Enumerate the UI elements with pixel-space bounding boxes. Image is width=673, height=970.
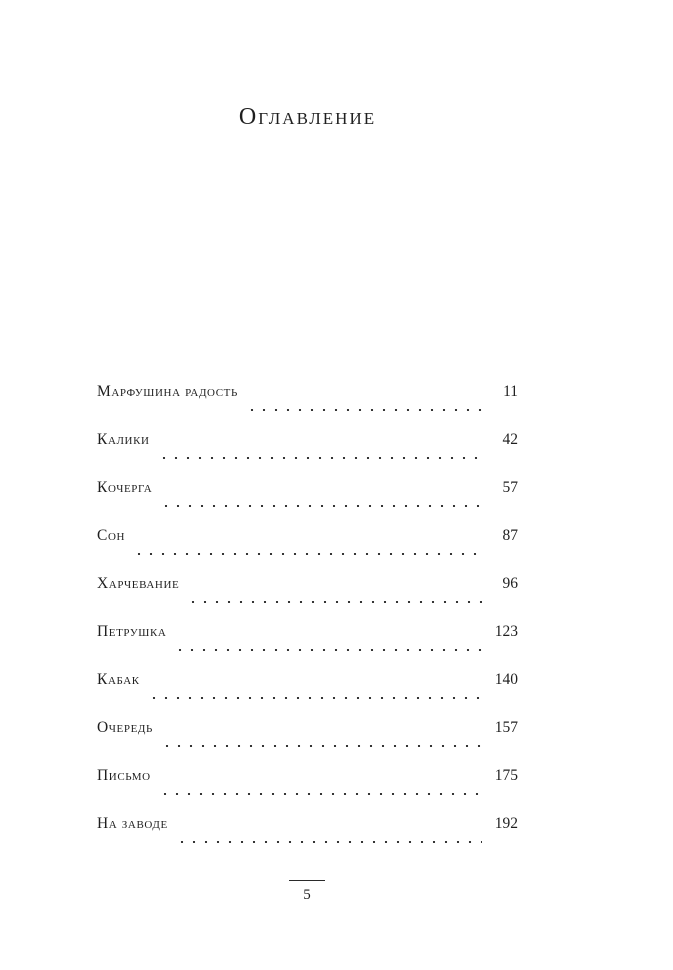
toc-entry-page: 42 — [502, 431, 518, 448]
toc-entry — [97, 431, 518, 479]
toc-entry-title: Харчевание — [97, 575, 180, 592]
page-number: 5 — [303, 887, 311, 903]
toc-entry — [97, 815, 518, 863]
toc-entry — [97, 383, 518, 431]
dot-leader — [161, 745, 482, 747]
toc-entry — [97, 767, 518, 815]
dot-leader — [187, 601, 482, 603]
dot-leader — [159, 793, 482, 795]
toc-entry-page: 157 — [494, 719, 518, 736]
toc-entry-page: 175 — [494, 767, 518, 784]
toc-entry — [97, 623, 518, 671]
toc-entry — [97, 719, 518, 767]
toc-entry-title: Петрушка — [97, 623, 167, 640]
toc-entry — [97, 479, 518, 527]
toc-entry-title: Кочерга — [97, 479, 153, 496]
dot-leader — [174, 649, 482, 651]
dot-leader — [160, 505, 482, 507]
toc-entry-title: Письмо — [97, 767, 151, 784]
footer-rule — [289, 880, 325, 881]
dot-leader — [176, 841, 482, 843]
toc-entry-page: 140 — [494, 671, 518, 688]
toc-entry — [97, 671, 518, 719]
toc-entry-page: 57 — [502, 479, 518, 496]
dot-leader — [158, 457, 482, 459]
toc-entry-title: Калики — [97, 431, 150, 448]
toc-entry-page: 123 — [494, 623, 518, 640]
toc-entry-title: Очередь — [97, 719, 153, 736]
dot-leader — [133, 553, 482, 555]
dot-leader — [246, 409, 482, 411]
toc-entry — [97, 527, 518, 575]
table-of-contents — [97, 383, 518, 863]
toc-entry-page: 11 — [503, 383, 518, 400]
dot-leader — [148, 697, 482, 699]
toc-entry-title: Марфушина радость — [97, 383, 238, 400]
toc-entry-title: Кабак — [97, 671, 140, 688]
toc-entry-title: Сон — [97, 527, 126, 544]
toc-entry-page: 192 — [494, 815, 518, 832]
toc-entry — [97, 575, 518, 623]
page-title: Оглавление — [238, 104, 377, 131]
toc-entry-page: 87 — [502, 527, 518, 544]
toc-entry-title: На заводе — [97, 815, 168, 832]
toc-entry-page: 96 — [502, 575, 518, 592]
